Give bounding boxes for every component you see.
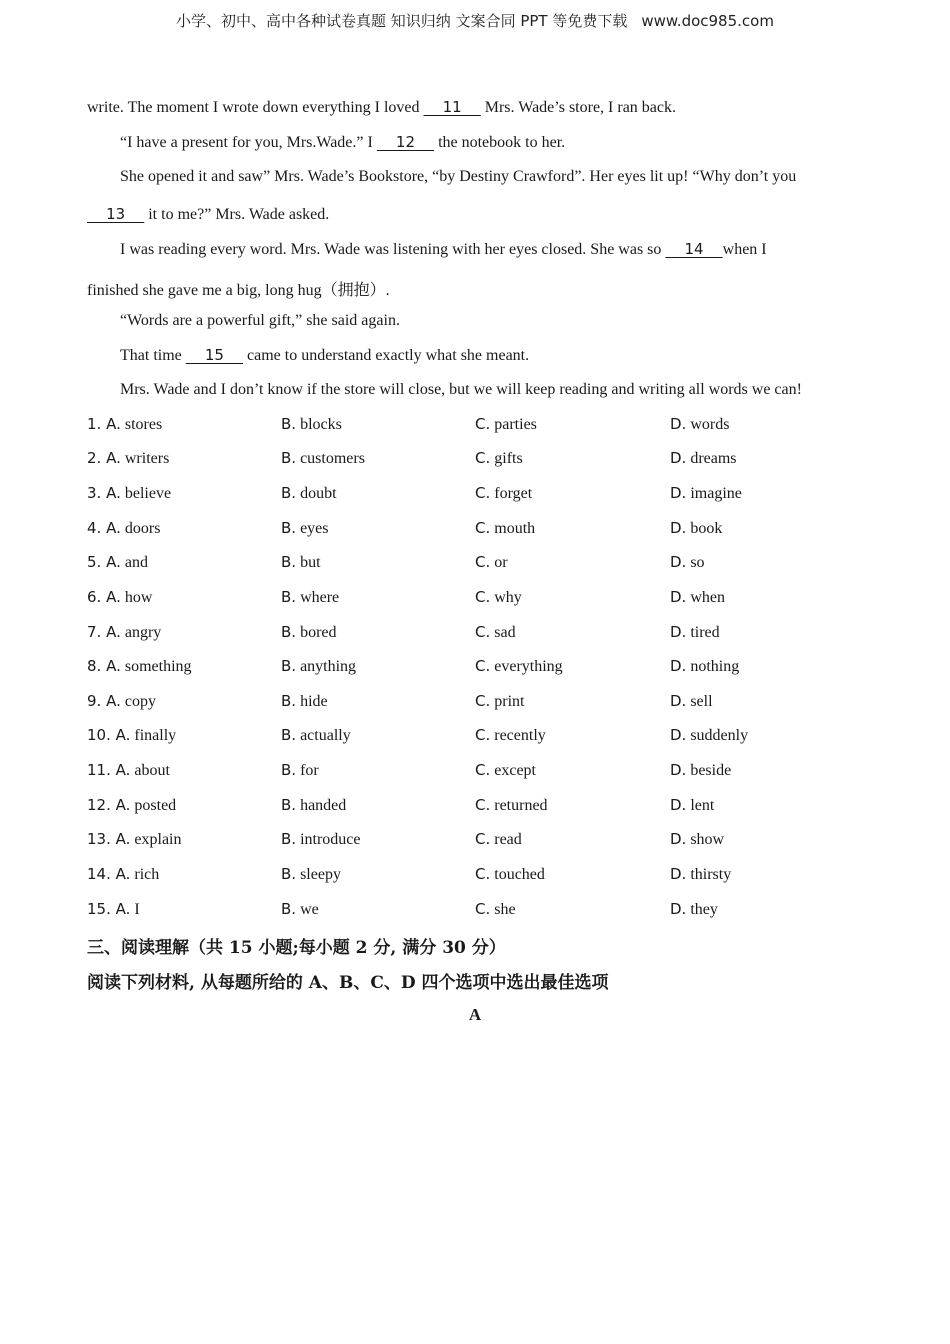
blank-13: 13 xyxy=(87,205,145,223)
option-c[interactable]: C. print xyxy=(475,692,525,710)
section-instruction: 阅读下列材料, 从每题所给的 A、B、C、D 四个选项中选出最佳选项 xyxy=(87,973,609,993)
option-c[interactable]: C. parties xyxy=(475,415,537,433)
option-c[interactable]: C. read xyxy=(475,830,522,848)
section-title: 三、阅读理解（共 15 小题;每小题 2 分, 满分 30 分） xyxy=(87,938,506,958)
passage-part-label: A xyxy=(468,1005,482,1024)
option-a[interactable]: 7. A. angry xyxy=(87,623,162,641)
option-a[interactable]: 15. A. I xyxy=(87,900,140,918)
option-d[interactable]: D. suddenly xyxy=(670,726,749,744)
option-d[interactable]: D. beside xyxy=(670,761,732,779)
option-a[interactable]: 13. A. explain xyxy=(87,830,182,848)
option-d[interactable]: D. they xyxy=(670,900,718,918)
passage-line-3: She opened it and saw” Mrs. Wade’s Bookstore, “by Destiny Crawford”. Her eyes lit up! “Why don’t you xyxy=(120,168,797,185)
passage-line-1: write. The moment I wrote down everything I loved 11 Mrs. Wade’s store, I ran back. xyxy=(87,98,676,116)
option-c[interactable]: C. recently xyxy=(475,726,546,744)
option-b[interactable]: B. blocks xyxy=(281,415,342,433)
option-a[interactable]: 11. A. about xyxy=(87,761,170,779)
option-a[interactable]: 10. A. finally xyxy=(87,726,177,744)
option-d[interactable]: D. dreams xyxy=(670,449,737,467)
option-c[interactable]: C. except xyxy=(475,761,536,779)
question-row xyxy=(87,657,867,681)
passage-line-6: finished she gave me a big, long hug（拥抱）. xyxy=(87,282,390,299)
option-a[interactable]: 14. A. rich xyxy=(87,865,160,883)
option-d[interactable]: D. imagine xyxy=(670,484,742,502)
option-a[interactable]: 6. A. how xyxy=(87,588,153,606)
option-b[interactable]: B. actually xyxy=(281,726,351,744)
option-b[interactable]: B. handed xyxy=(281,796,347,814)
option-b[interactable]: B. anything xyxy=(281,657,357,675)
option-d[interactable]: D. lent xyxy=(670,796,715,814)
passage-line-8: That time 15 came to understand exactly what she meant. xyxy=(120,346,530,364)
option-d[interactable]: D. thirsty xyxy=(670,865,732,883)
option-c[interactable]: C. or xyxy=(475,553,508,571)
option-d[interactable]: D. show xyxy=(670,830,725,848)
question-row xyxy=(87,830,867,854)
option-c[interactable]: C. everything xyxy=(475,657,563,675)
option-b[interactable]: B. we xyxy=(281,900,319,918)
blank-12: 12 xyxy=(376,133,435,151)
question-row xyxy=(87,553,867,577)
option-a[interactable]: 3. A. believe xyxy=(87,484,172,502)
option-d[interactable]: D. book xyxy=(670,519,723,537)
option-d[interactable]: D. when xyxy=(670,588,725,606)
header-promo-text: 小学、初中、高中各种试卷真题 知识归纳 文案合同 PPT 等免费下载 xyxy=(176,12,628,30)
question-row xyxy=(87,796,867,820)
option-a[interactable]: 8. A. something xyxy=(87,657,192,675)
option-c[interactable]: C. she xyxy=(475,900,516,918)
passage-line-4: 13 it to me?” Mrs. Wade asked. xyxy=(87,205,330,223)
passage-line-7: “Words are a powerful gift,” she said again. xyxy=(120,312,400,329)
question-row xyxy=(87,484,867,508)
option-c[interactable]: C. returned xyxy=(475,796,548,814)
option-a[interactable]: 1. A. stores xyxy=(87,415,163,433)
option-a[interactable]: 4. A. doors xyxy=(87,519,161,537)
option-a[interactable]: 5. A. and xyxy=(87,553,148,571)
question-row xyxy=(87,519,867,543)
option-b[interactable]: B. doubt xyxy=(281,484,337,502)
question-row xyxy=(87,865,867,889)
passage-line-5: I was reading every word. Mrs. Wade was listening with her eyes closed. She was so 14 when I xyxy=(120,240,767,258)
option-a[interactable]: 9. A. copy xyxy=(87,692,156,710)
option-a[interactable]: 12. A. posted xyxy=(87,796,177,814)
blank-11: 11 xyxy=(423,98,481,116)
question-row xyxy=(87,415,867,439)
passage-line-9: Mrs. Wade and I don’t know if the store will close, but we will keep reading and writing all words we can! xyxy=(120,381,802,398)
question-row xyxy=(87,726,867,750)
question-row xyxy=(87,900,867,924)
option-d[interactable]: D. words xyxy=(670,415,730,433)
option-b[interactable]: B. bored xyxy=(281,623,337,641)
option-c[interactable]: C. mouth xyxy=(475,519,536,537)
option-c[interactable]: C. forget xyxy=(475,484,533,502)
option-b[interactable]: B. for xyxy=(281,761,319,779)
question-row xyxy=(87,761,867,785)
option-c[interactable]: C. why xyxy=(475,588,522,606)
option-d[interactable]: D. tired xyxy=(670,623,720,641)
option-b[interactable]: B. eyes xyxy=(281,519,329,537)
option-d[interactable]: D. sell xyxy=(670,692,713,710)
option-b[interactable]: B. sleepy xyxy=(281,865,341,883)
option-a[interactable]: 2. A. writers xyxy=(87,449,170,467)
header-website-link[interactable]: www.doc985.com xyxy=(641,12,774,30)
question-row xyxy=(87,692,867,716)
page-header xyxy=(0,10,950,31)
option-c[interactable]: C. sad xyxy=(475,623,516,641)
option-b[interactable]: B. but xyxy=(281,553,321,571)
question-row xyxy=(87,449,867,473)
question-row xyxy=(87,623,867,647)
option-b[interactable]: B. where xyxy=(281,588,340,606)
option-b[interactable]: B. customers xyxy=(281,449,365,467)
blank-15: 15 xyxy=(185,346,243,364)
blank-14: 14 xyxy=(665,240,723,258)
option-c[interactable]: C. gifts xyxy=(475,449,523,467)
option-d[interactable]: D. so xyxy=(670,553,705,571)
option-c[interactable]: C. touched xyxy=(475,865,545,883)
option-b[interactable]: B. introduce xyxy=(281,830,361,848)
option-d[interactable]: D. nothing xyxy=(670,657,740,675)
option-b[interactable]: B. hide xyxy=(281,692,328,710)
passage-line-2: “I have a present for you, Mrs.Wade.” I 12 the notebook to her. xyxy=(120,133,566,151)
question-row xyxy=(87,588,867,612)
